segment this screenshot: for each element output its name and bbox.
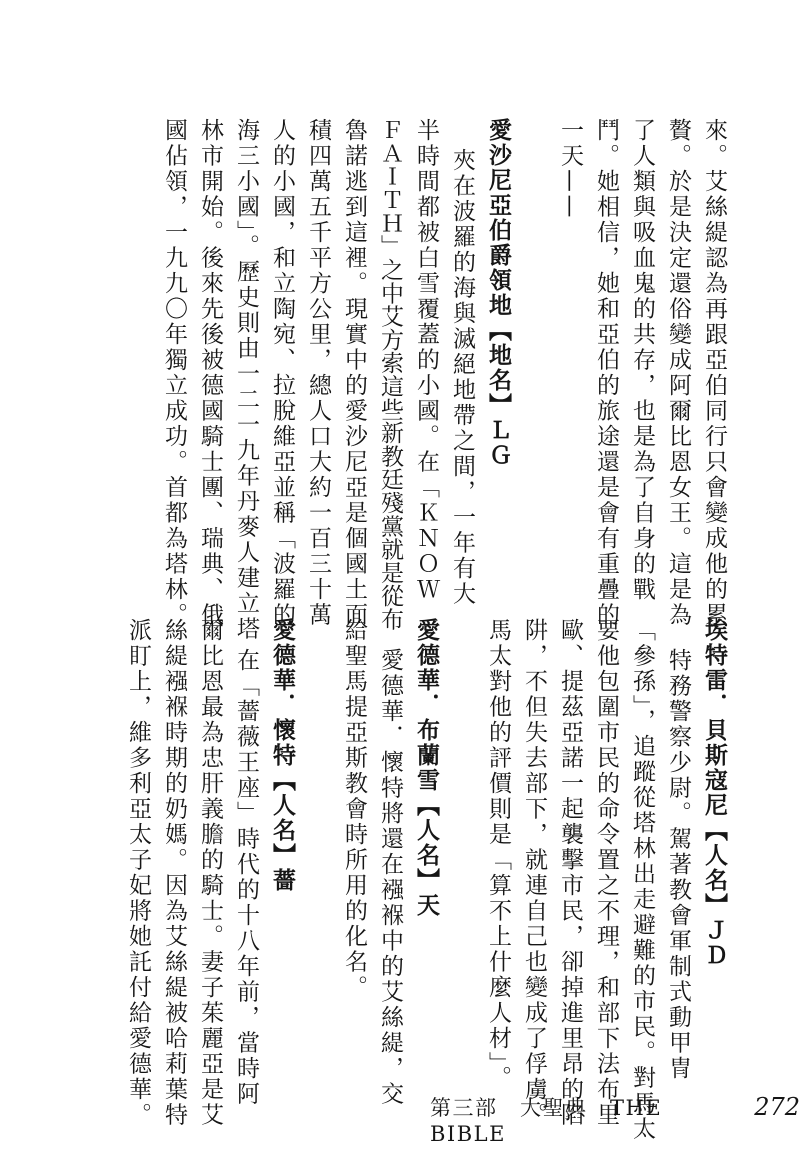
page-number: 272 [754, 1093, 800, 1121]
text-line: 歐、提茲亞諾一起襲擊市民，卻掉進里昂的陷 [557, 618, 583, 1128]
text-line: 愛德華．懷特將還在襁褓中的艾絲緹，交 [377, 648, 403, 1107]
page-footer [430, 1092, 800, 1146]
text-line: 給聖馬提亞斯教會時所用的化名。 [341, 618, 367, 1001]
entry-heading: 愛沙尼亞伯爵領地【地名】ＬＧ [485, 118, 511, 468]
text-line: 來。艾絲緹認為再跟亞伯同行只會變成他的累 [701, 118, 727, 628]
text-line: 阱，不但失去部下，就連自己也變成了俘虜。 [521, 618, 547, 1128]
text-line: 「參孫」，追蹤從塔林出走避難的市民。對馬太 [629, 618, 655, 1142]
entry-heading: 埃特雷．貝斯寇尼【人名】ＪＤ [701, 618, 727, 968]
text-line: 派盯上，維多利亞太子妃將她託付給愛德華。 [125, 618, 151, 1128]
text-line: 絲緹襁褓時期的奶媽。因為艾絲緹被哈莉葉特 [161, 618, 187, 1128]
text-line: 人的小國，和立陶宛、拉脫維亞並稱「波羅的 [269, 118, 295, 628]
text-line: 爾比恩最為忠肝義膽的騎士。妻子茱麗亞是艾 [197, 618, 223, 1128]
text-line: 積四萬五千平方公里，總人口大約一百三十萬 [305, 118, 331, 628]
text-line: 林市開始。後來先後被德國騎士團、瑞典、俄 [197, 118, 223, 628]
entry-heading: 愛德華．布蘭雪【人名】天 [413, 618, 439, 918]
text-line: 鬥。她相信，她和亞伯的旅途還是會有重疊的 [593, 118, 619, 628]
text-line: 海三小國」。歷史則由一二一九年丹麥人建立塔 [233, 118, 259, 642]
text-line: 要他包圍市民的命令置之不理，和部下法布里 [593, 618, 619, 1128]
text-line: 一天—— [557, 118, 583, 220]
text-line: ＦＡＩＴＨ」之中艾方索這些新教廷殘黨就是從布 [377, 118, 403, 631]
text-line: 半時間都被白雪覆蓋的小國。在「ＫＮＯＷ [413, 118, 439, 603]
text-line: 魯諾逃到這裡。現實中的愛沙尼亞是個國土面 [341, 118, 367, 628]
text-line: 國佔領，一九九〇年獨立成功。首都為塔林。 [161, 118, 187, 628]
footer-book-title: 第三部 大聖典 THE BIBLE [430, 1096, 663, 1146]
entry-heading: 愛德華．懷特【人名】薔 [269, 618, 295, 893]
text-line: 馬太對他的評價則是「算不上什麼人材」。 [485, 618, 511, 1091]
text-line: 在「薔薇王座」時代的十八年前，當時阿 [233, 648, 259, 1107]
text-line: 特務警察少尉。駕著教會軍制式動甲冑 [665, 648, 691, 1082]
text-line: 贅。於是決定還俗變成阿爾比恩女王。這是為 [665, 118, 691, 628]
text-line: 了人類與吸血鬼的共存，也是為了自身的戰 [629, 118, 655, 603]
text-line: 夾在波羅的海與滅絕地帶之間，一年有大 [449, 148, 475, 607]
